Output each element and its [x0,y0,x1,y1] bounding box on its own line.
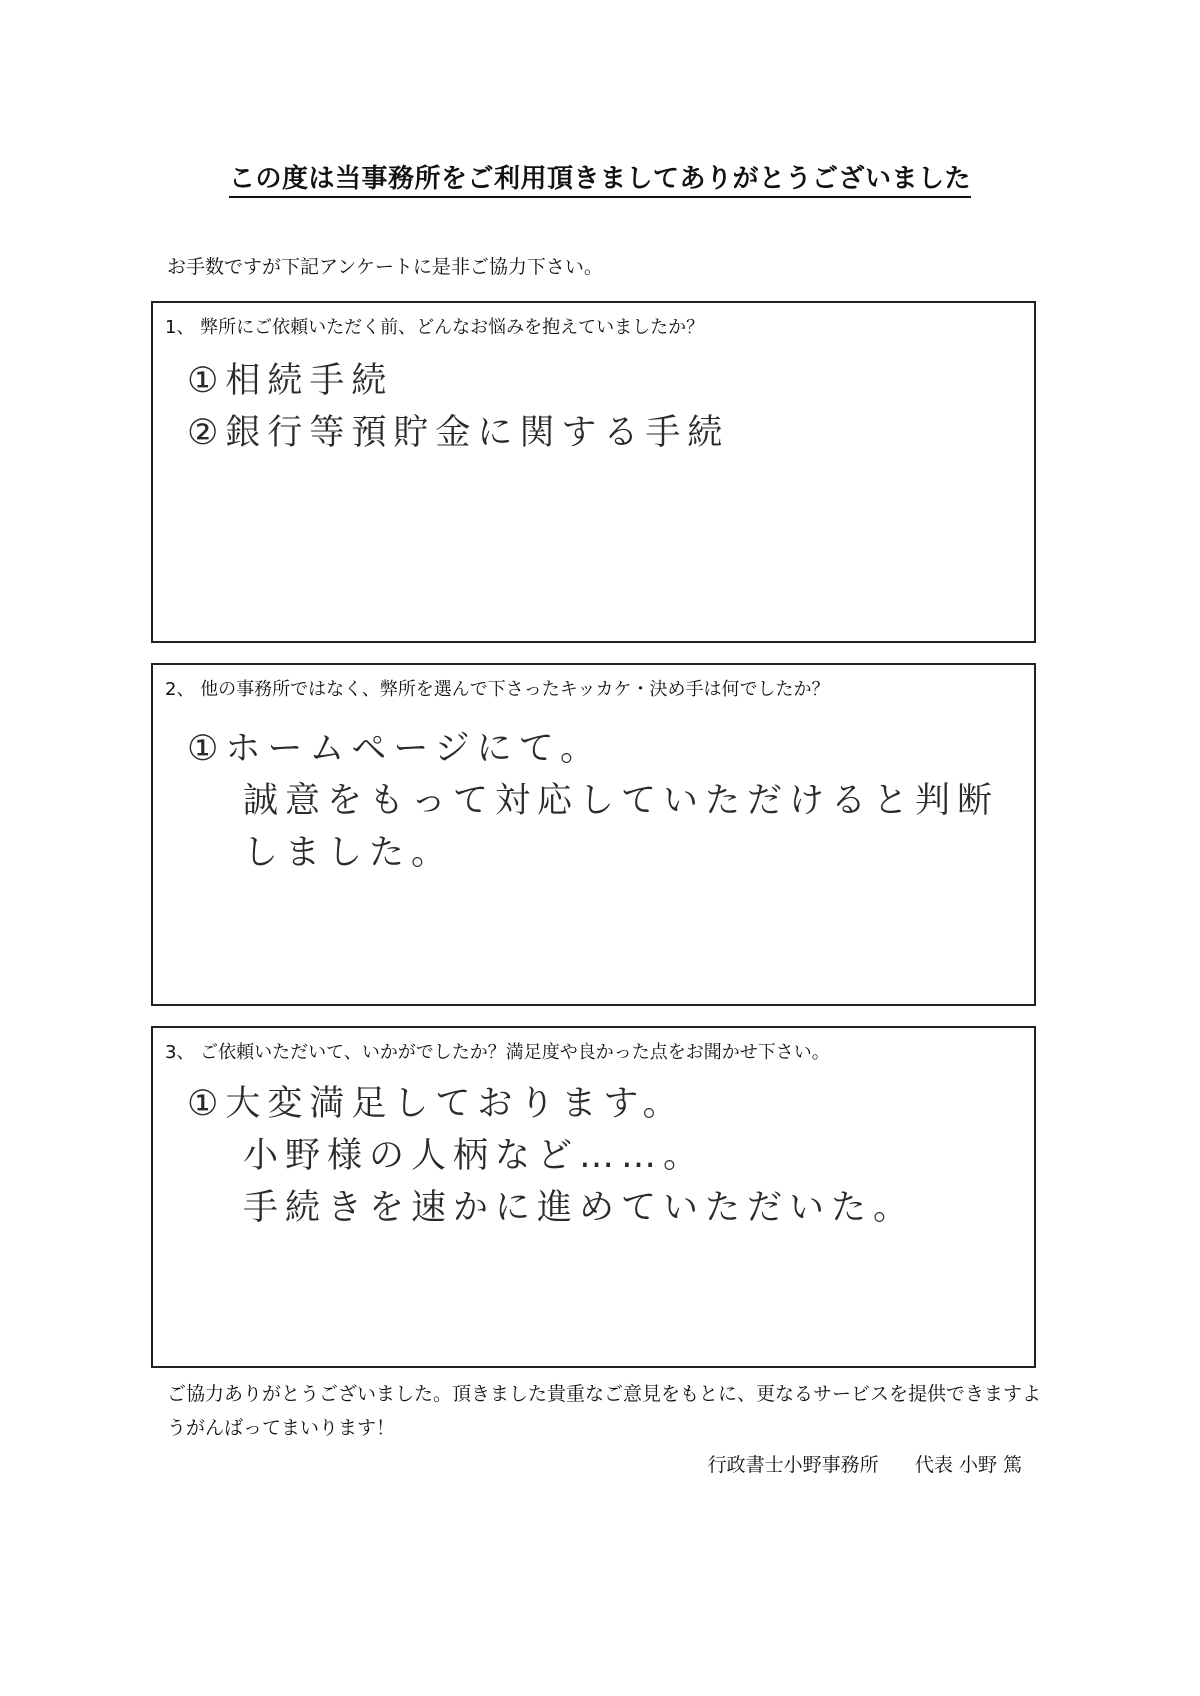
answer-2-line-2: 誠意をもって対応していただけると判断 [243,781,1000,821]
answer-2-line-1: ①ホームページにて。 [187,729,602,769]
question-1-label: 1、 弊所にご依頼いただく前、どんなお悩みを抱えていましたか？ [165,317,705,338]
question-box-3 [151,1026,1036,1368]
question-3-label: 3、 ご依頼いただいて、いかがでしたか？満足度や良かった点をお聞かせ下さい。 [165,1042,830,1063]
question-box-1 [151,301,1036,643]
question-box-2 [151,663,1036,1006]
question-3-answers [187,1078,1024,1234]
survey-intro: お手数ですが下記アンケートに是非ご協力下さい。 [167,256,603,278]
answer-3-line-2: 小野様の人柄など……。 [243,1136,706,1176]
answer-1-line-1: ①相続手続 [187,361,394,401]
answer-3-line-1: ①大変満足しております。 [187,1084,685,1124]
answer-3-line-3: 手続きを速かに進めていただいた。 [243,1188,916,1228]
signature-line [708,1450,1022,1477]
page-title [0,158,1200,195]
question-2-label: 2、 他の事務所ではなく、弊所を選んで下さったキッカケ・決め手は何でしたか？ [165,679,830,700]
answer-2-line-3: しました。 [243,833,454,873]
question-2-answers [187,723,1024,879]
page-title-text: この度は当事務所をご利用頂きましてありがとうございました [229,164,971,198]
question-1-answers [187,355,1024,459]
office-name: 行政書士小野事務所 [707,1454,879,1476]
representative-name: 代表 小野 篤 [914,1454,1022,1476]
answer-1-line-2: ②銀行等預貯金に関する手続 [187,413,730,453]
closing-message: ご協力ありがとうございました。頂きました貴重なご意見をもとに、更なるサービスを提供できますようがんばってまいります！ [167,1383,1042,1439]
